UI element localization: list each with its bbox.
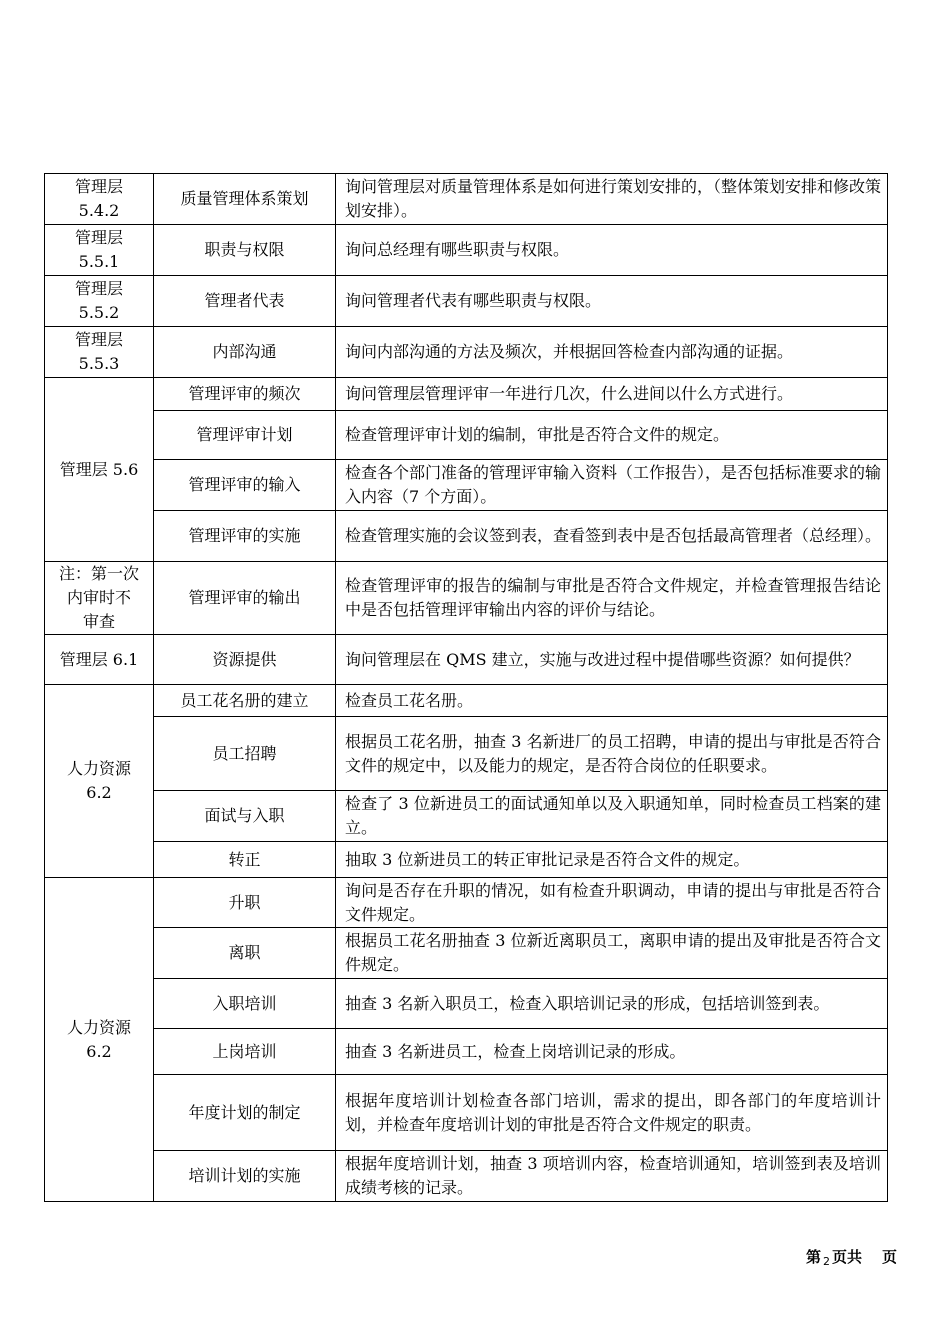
audit-method-cell: 根据员工花名册抽查 3 位新近离职员工，离职申请的提出及审批是否符合文件规定。 xyxy=(336,928,888,979)
table-row xyxy=(45,878,888,928)
audit-method-cell: 根据年度培训计划，抽查 3 项培训内容，检查培训通知，培训签到表及培训成绩考核的记录。 xyxy=(336,1151,888,1202)
audit-checklist-table xyxy=(44,173,888,1202)
footer-middle: 页共 xyxy=(832,1248,863,1266)
table-row xyxy=(45,511,888,562)
audit-method-cell: 检查管理实施的会议签到表，查看签到表中是否包括最高管理者（总经理）。 xyxy=(336,511,888,562)
footer-suffix: 页 xyxy=(882,1248,898,1266)
table-row xyxy=(45,411,888,460)
audit-method-cell: 询问是否存在升职的情况，如有检查升职调动，申请的提出与审批是否符合文件规定。 xyxy=(336,878,888,928)
footer-prefix: 第 xyxy=(806,1248,822,1266)
audit-item-cell: 培训计划的实施 xyxy=(154,1151,336,1202)
audit-item-cell: 管理评审的输入 xyxy=(154,460,336,511)
dept-cell: 管理层 5.5.3 xyxy=(45,327,154,378)
audit-method-cell: 根据员工花名册，抽查 3 名新进厂的员工招聘，申请的提出与审批是否符合文件的规定中，以及能力的规定，是否符合岗位的任职要求。 xyxy=(336,717,888,791)
table-row xyxy=(45,460,888,511)
audit-method-cell: 检查管理评审的报告的编制与审批是否符合文件规定，并检查管理报告结论中是否包括管理评审输出内容的评价与结论。 xyxy=(336,562,888,635)
table-row xyxy=(45,327,888,378)
dept-cell: 注：第一次 内审时不 审查 xyxy=(45,562,154,635)
audit-item-cell: 管理评审的输出 xyxy=(154,562,336,635)
audit-method-cell: 抽查 3 名新入职员工，检查入职培训记录的形成，包括培训签到表。 xyxy=(336,979,888,1029)
dept-cell: 管理层 5.5.2 xyxy=(45,276,154,327)
page-footer xyxy=(806,1246,897,1267)
audit-item-cell: 年度计划的制定 xyxy=(154,1075,336,1151)
audit-item-cell: 上岗培训 xyxy=(154,1029,336,1075)
audit-item-cell: 内部沟通 xyxy=(154,327,336,378)
audit-method-cell: 检查各个部门准备的管理评审输入资料（工作报告），是否包括标准要求的输入内容（7 个方面）。 xyxy=(336,460,888,511)
audit-item-cell: 面试与入职 xyxy=(154,791,336,842)
audit-method-cell: 询问管理层管理评审一年进行几次，什么进间以什么方式进行。 xyxy=(336,378,888,411)
table-row xyxy=(45,928,888,979)
table-row xyxy=(45,1029,888,1075)
audit-method-cell: 询问管理层对质量管理体系是如何进行策划安排的，（整体策划安排和修改策划安排）。 xyxy=(336,174,888,225)
audit-item-cell: 管理评审的频次 xyxy=(154,378,336,411)
audit-item-cell: 质量管理体系策划 xyxy=(154,174,336,225)
table-row xyxy=(45,225,888,276)
audit-method-cell: 检查管理评审计划的编制，审批是否符合文件的规定。 xyxy=(336,411,888,460)
audit-item-cell: 管理评审的实施 xyxy=(154,511,336,562)
audit-item-cell: 转正 xyxy=(154,842,336,878)
audit-item-cell: 入职培训 xyxy=(154,979,336,1029)
audit-item-cell: 职责与权限 xyxy=(154,225,336,276)
table-row xyxy=(45,1151,888,1202)
audit-item-cell: 管理者代表 xyxy=(154,276,336,327)
table-row xyxy=(45,378,888,411)
dept-cell: 管理层 5.6 xyxy=(45,378,154,562)
table-row xyxy=(45,174,888,225)
audit-method-cell: 抽取 3 位新进员工的转正审批记录是否符合文件的规定。 xyxy=(336,842,888,878)
audit-item-cell: 员工招聘 xyxy=(154,717,336,791)
audit-method-cell: 询问总经理有哪些职责与权限。 xyxy=(336,225,888,276)
audit-method-cell: 询问管理层在 QMS 建立，实施与改进过程中提借哪些资源？如何提供？ xyxy=(336,635,888,685)
table-row xyxy=(45,791,888,842)
audit-item-cell: 升职 xyxy=(154,878,336,928)
table-row xyxy=(45,635,888,685)
audit-item-cell: 管理评审计划 xyxy=(154,411,336,460)
audit-method-cell: 抽查 3 名新进员工，检查上岗培训记录的形成。 xyxy=(336,1029,888,1075)
dept-cell: 管理层 5.5.1 xyxy=(45,225,154,276)
dept-cell: 人力资源 6.2 xyxy=(45,685,154,878)
audit-item-cell: 员工花名册的建立 xyxy=(154,685,336,717)
footer-page-number: 2 xyxy=(823,1255,831,1268)
table-row xyxy=(45,1075,888,1151)
dept-cell: 管理层 6.1 xyxy=(45,635,154,685)
dept-cell: 人力资源 6.2 xyxy=(45,878,154,1202)
table-row xyxy=(45,562,888,635)
audit-method-cell: 检查员工花名册。 xyxy=(336,685,888,717)
audit-method-cell: 检查了 3 位新进员工的面试通知单以及入职通知单，同时检查员工档案的建立。 xyxy=(336,791,888,842)
audit-method-cell: 询问内部沟通的方法及频次，并根据回答检查内部沟通的证据。 xyxy=(336,327,888,378)
table-row xyxy=(45,685,888,717)
table-row xyxy=(45,717,888,791)
table-body xyxy=(45,174,888,1202)
table-row xyxy=(45,842,888,878)
audit-item-cell: 离职 xyxy=(154,928,336,979)
audit-item-cell: 资源提供 xyxy=(154,635,336,685)
dept-cell: 管理层 5.4.2 xyxy=(45,174,154,225)
table-row xyxy=(45,276,888,327)
audit-method-cell: 根据年度培训计划检查各部门培训，需求的提出，即各部门的年度培训计划，并检查年度培训计划的审批是否符合文件规定的职责。 xyxy=(336,1075,888,1151)
table-row xyxy=(45,979,888,1029)
audit-method-cell: 询问管理者代表有哪些职责与权限。 xyxy=(336,276,888,327)
